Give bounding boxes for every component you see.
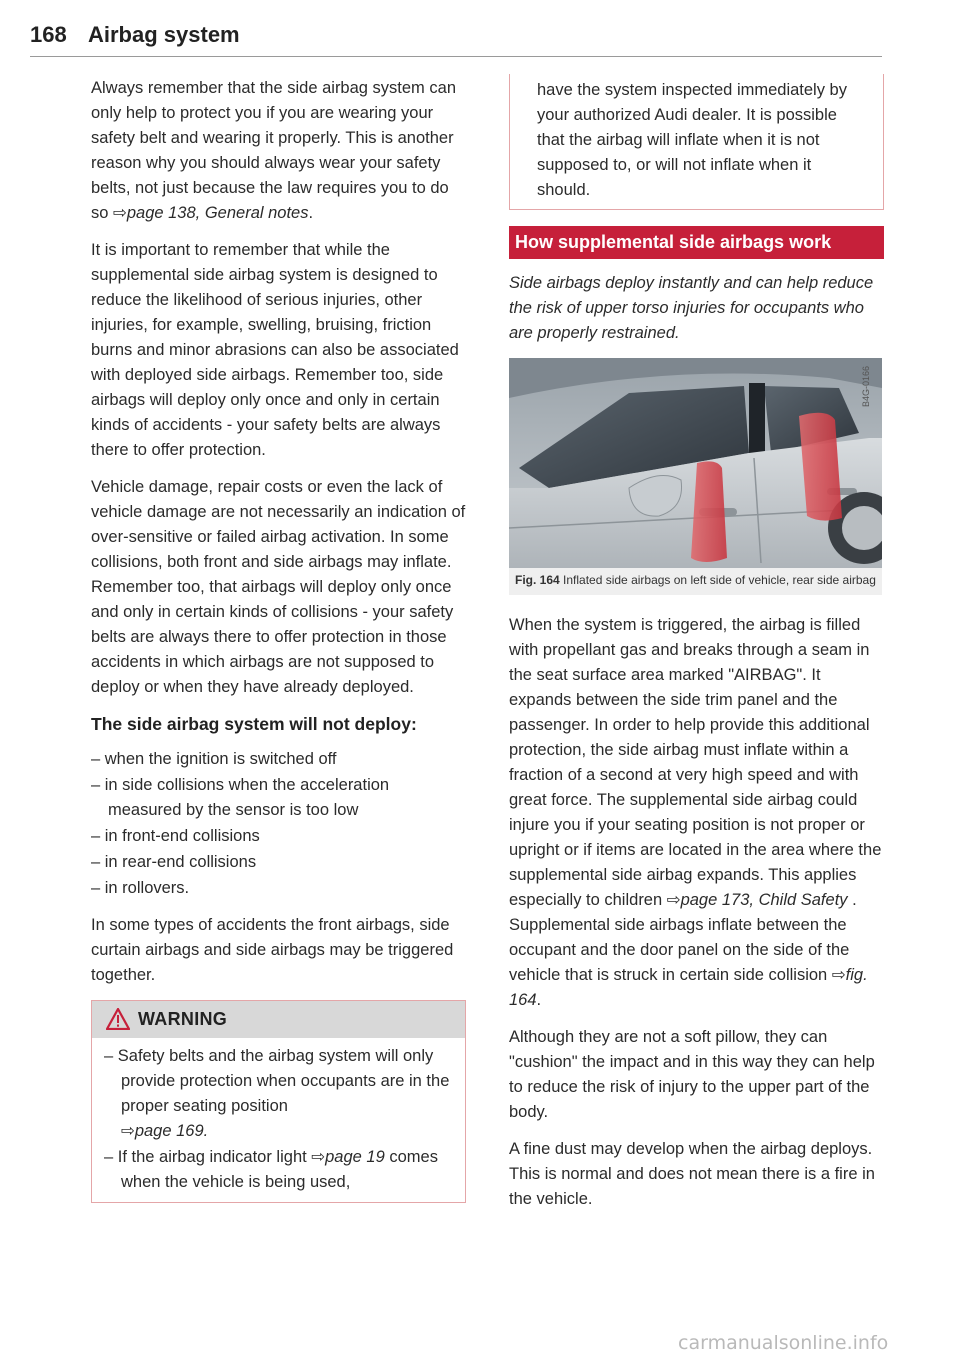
figure-image [509, 358, 882, 568]
paragraph: In some types of accidents the front airbags, side curtain airbags and side airbags may be triggered together. [91, 916, 454, 984]
section-intro: Side airbags deploy instantly and can help reduce the risk of upper torso injuries for occupants who are properly restrained. [509, 274, 874, 342]
list-item: – in rollovers. [91, 879, 190, 897]
figure-reference-link[interactable]: ⇨fig. 164 [509, 966, 868, 1009]
cross-reference-link[interactable]: ⇨page 169. [121, 1122, 209, 1140]
paragraph: A fine dust may develop when the airbag deploys. This is normal and does not mean there is a fire in the vehicle. [509, 1140, 875, 1208]
figure-caption: Fig. 164 Inflated side airbags on left side of vehicle, rear side airbag [509, 568, 882, 595]
paragraph: Always remember that the side airbag system can only help to protect you if you are wearing your safety belt and wearing it properly. This is another reason why you should always wear your safety belts, not just because the law requires you to do so ⇨page 138, General notes. [91, 79, 456, 222]
paragraph: Vehicle damage, repair costs or even the lack of vehicle damage are not necessarily an indication of over-sensitive or failed airbag activation. In some collisions, both front and side airbags may inflate. Remember too, that airbags will deploy only once and only in certain kinds of collisions - your safety belts are always there to offer protection in those accidents in which airbags are not supposed to deploy or when they have already deployed. [91, 478, 466, 696]
arrow-icon: ⇨ [113, 204, 127, 222]
warning-title: WARNING [138, 1009, 228, 1029]
page-header [30, 22, 882, 57]
right-column [509, 76, 884, 1224]
cross-reference-link[interactable]: page 138, General notes [126, 204, 309, 222]
page-number: 168 [30, 22, 67, 47]
list-item: – Safety belts and the airbag system will only provide protection when occupants are in the proper seating position ⇨page 169. [104, 1047, 450, 1140]
list-item: – in side collisions when the acceleration measured by the sensor is too low [91, 776, 390, 819]
warning-box [91, 1000, 466, 1203]
list-item: – If the airbag indicator light ⇨page 19 comes when the vehicle is being used, [104, 1148, 438, 1191]
paragraph: Although they are not a soft pillow, they can "cushion" the impact and in this way they can help to reduce the risk of injury to the upper part of the body. [509, 1028, 875, 1121]
deploy-conditions-list [91, 747, 466, 901]
cross-reference-link[interactable]: ⇨page 19 [311, 1148, 385, 1166]
left-column [91, 76, 466, 1203]
running-title: Airbag system [88, 22, 240, 47]
warning-triangle-icon [106, 1008, 130, 1030]
paragraph: It is important to remember that while the supplemental side airbag system is designed to reduce the likelihood of serious injuries, other injuries, for example, swelling, bruising, friction burns and minor abrasions can also be associated with deployed side airbags. Remember too, side airbags will deploy only once and only in certain kinds of accidents - your safety belts are always there to offer protection. [91, 241, 459, 459]
site-watermark: carmanualsonline.info [678, 1332, 889, 1354]
figure-code: B4G-0166 [861, 366, 871, 408]
paragraph: When the system is triggered, the airbag is filled with propellant gas and breaks through a seam in the seat surface area marked "AIRBAG". It expands between the side trim panel and the passenger. In order to help provide this additional protection, the side airbag must inflate within a fraction of a second at very high speed and with great force. The supplemental side airbag could injure you if your seating position is not proper or upright or if items are located in the area where the supplemental side airbag expands. This applies especially to children ⇨page 173, Child Safety . Supplemental side airbags inflate between the occupant and the door panel on the side of the vehicle that is struck in certain side collision ⇨fig. 164. [509, 616, 882, 1009]
figure-label: Fig. 164 [515, 573, 560, 587]
section-title: How supplemental side airbags work [509, 226, 884, 259]
warning-body [92, 1038, 465, 1202]
warning-header [92, 1001, 465, 1038]
car-side-airbag-illustration [509, 358, 882, 568]
list-item: – when the ignition is switched off [91, 750, 337, 768]
list-item: – in rear-end collisions [91, 853, 257, 871]
warning-box-continued: have the system inspected immediately by your authorized Audi dealer. It is possible that the airbag will inflate when it is not supposed to, or will not inflate when it should. [509, 74, 884, 210]
list-item: – in front-end collisions [91, 827, 260, 845]
subheading: The side airbag system will not deploy: [91, 714, 417, 734]
cross-reference-link[interactable]: ⇨page 173, Child Safety [666, 891, 848, 909]
